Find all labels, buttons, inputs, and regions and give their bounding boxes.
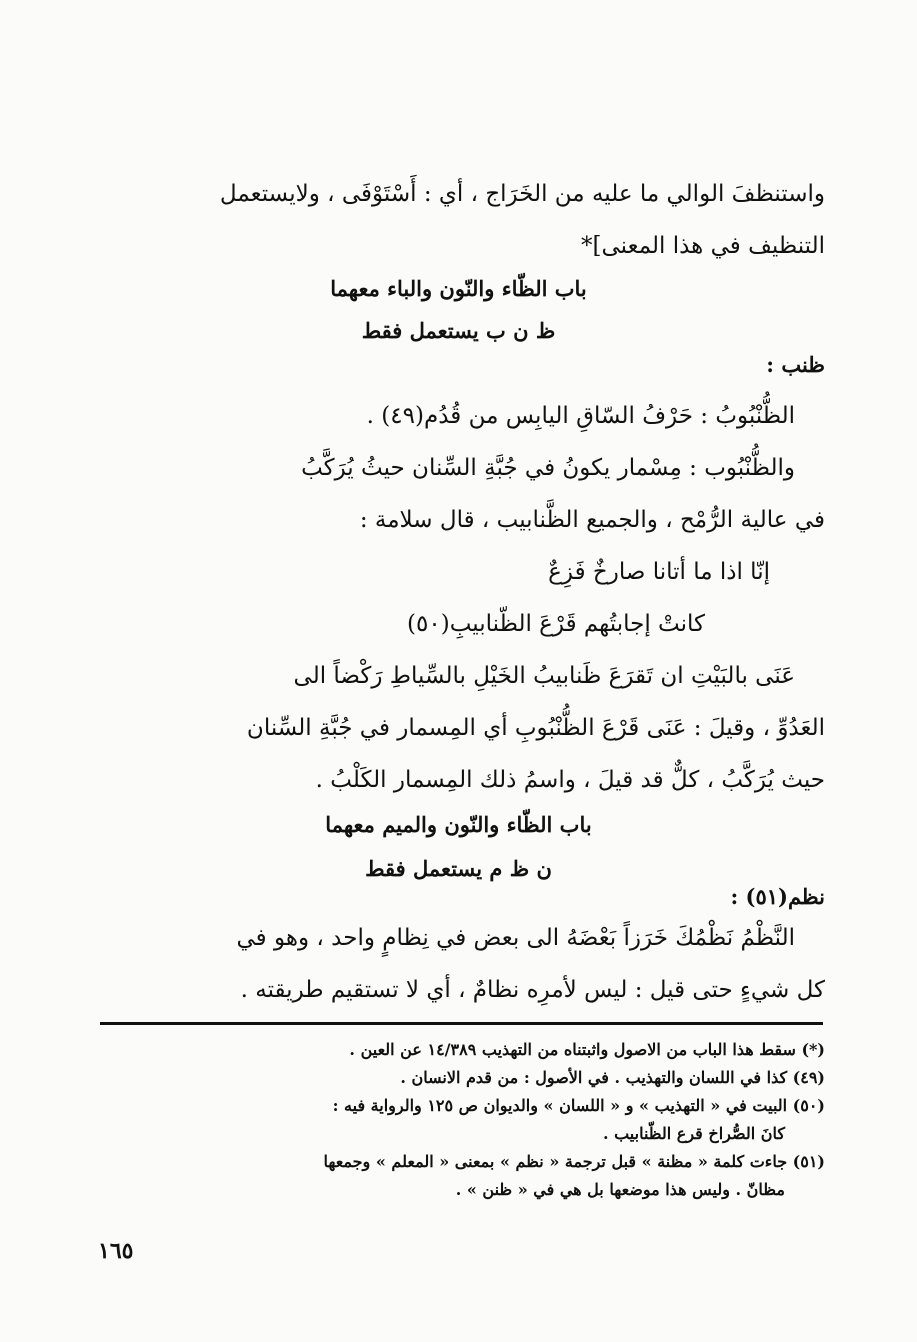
entry-line: الظُّنْبُوبُ : حَرْفُ السّاقِ اليابِس من قُدُم(٤٩) . [366,403,795,429]
entry-line: النَّظْمُ نَظْمُكَ خَرَزاً بَعْضَهُ الى بعض في نِظامٍ واحد ، وهو في [236,925,795,951]
section-title: باب الظّاء والنّون والباء معهما [330,276,587,301]
footnote: (٤٩) كذا في اللسان والتهذيب . في الأصول : من قدم الانسان . [400,1068,825,1087]
entry-line: حيث يُرَكَّبُ ، كلٌّ قد قيلَ ، واسمُ ذلك المِسمار الكَلْبُ . [315,767,825,793]
footnote: مظانّ . وليس هذا موضعها بل هي في « ظنن » . [455,1180,785,1199]
intro-paragraph [92,168,825,272]
verse-line: إنّا اذا ما أتانا صارخٌ فَزِعٌ [548,559,770,585]
section-subtitle: ظ ن ب يستعمل فقط [361,318,556,343]
page-number: ١٦٥ [98,1238,134,1264]
section-title: باب الظّاء والنّون والميم معهما [325,812,592,837]
entry-line: كل شيءٍ حتى قيل : ليس لأمرِه نظامٌ ، أي لا تستقيم طريقته . [240,977,825,1003]
entry-line: في عالية الرُّمْح ، والجميع الظَّنابيب ، قال سلامة : [359,507,825,533]
section-subtitle: ن ظ م يستعمل فقط [365,856,552,881]
footnote: (٥١) جاءت كلمة « مظنة » قبل ترجمة « نظم » بمعنى « المعلم » وجمعها [323,1152,825,1171]
intro-line: واستنظفَ الوالي ما عليه من الخَرَاج ، أي : أَسْتَوْفَى ، ولايستعمل [219,181,825,207]
footnote: (*) سقط هذا الباب من الاصول واثبتناه من التهذيب ١٤/٣٨٩ عن العين . [349,1040,825,1059]
entry-paragraph [92,912,825,1016]
footnote-rule [100,1022,823,1025]
entry-head: نظم(٥١) : [730,884,825,909]
verse-line: كانتْ إجابتُهم قَرْعَ الظّنابيبِ(٥٠) [407,611,705,637]
entry-line: عَنَى بالبَيْتِ ان تَقرَعَ ظَنابيبُ الخَيْلِ بالسِّياطِ رَكْضاً الى [293,663,795,689]
entry-paragraph [92,390,825,806]
footnote: كانَ الصُّراخ قرع الظّنابيب . [602,1124,785,1143]
footnotes [92,1036,825,1204]
entry-line: العَدُوِّ ، وقيلَ : عَنَى قَرْعَ الظُّنْبُوبِ أي المِسمار في جُبَّةِ السِّنان [246,715,825,741]
entry-line: والظُّنْبُوب : مِسْمار يكونُ في جُبَّةِ السِّنان حيثُ يُرَكَّبُ [301,455,795,481]
footnote: (٥٠) البيت في « التهذيب » و « اللسان » والديوان ص ١٢٥ والرواية فيه : [332,1096,825,1115]
entry-head: ظنب : [766,352,825,377]
intro-line: التنظيف في هذا المعنى]* [581,233,825,259]
